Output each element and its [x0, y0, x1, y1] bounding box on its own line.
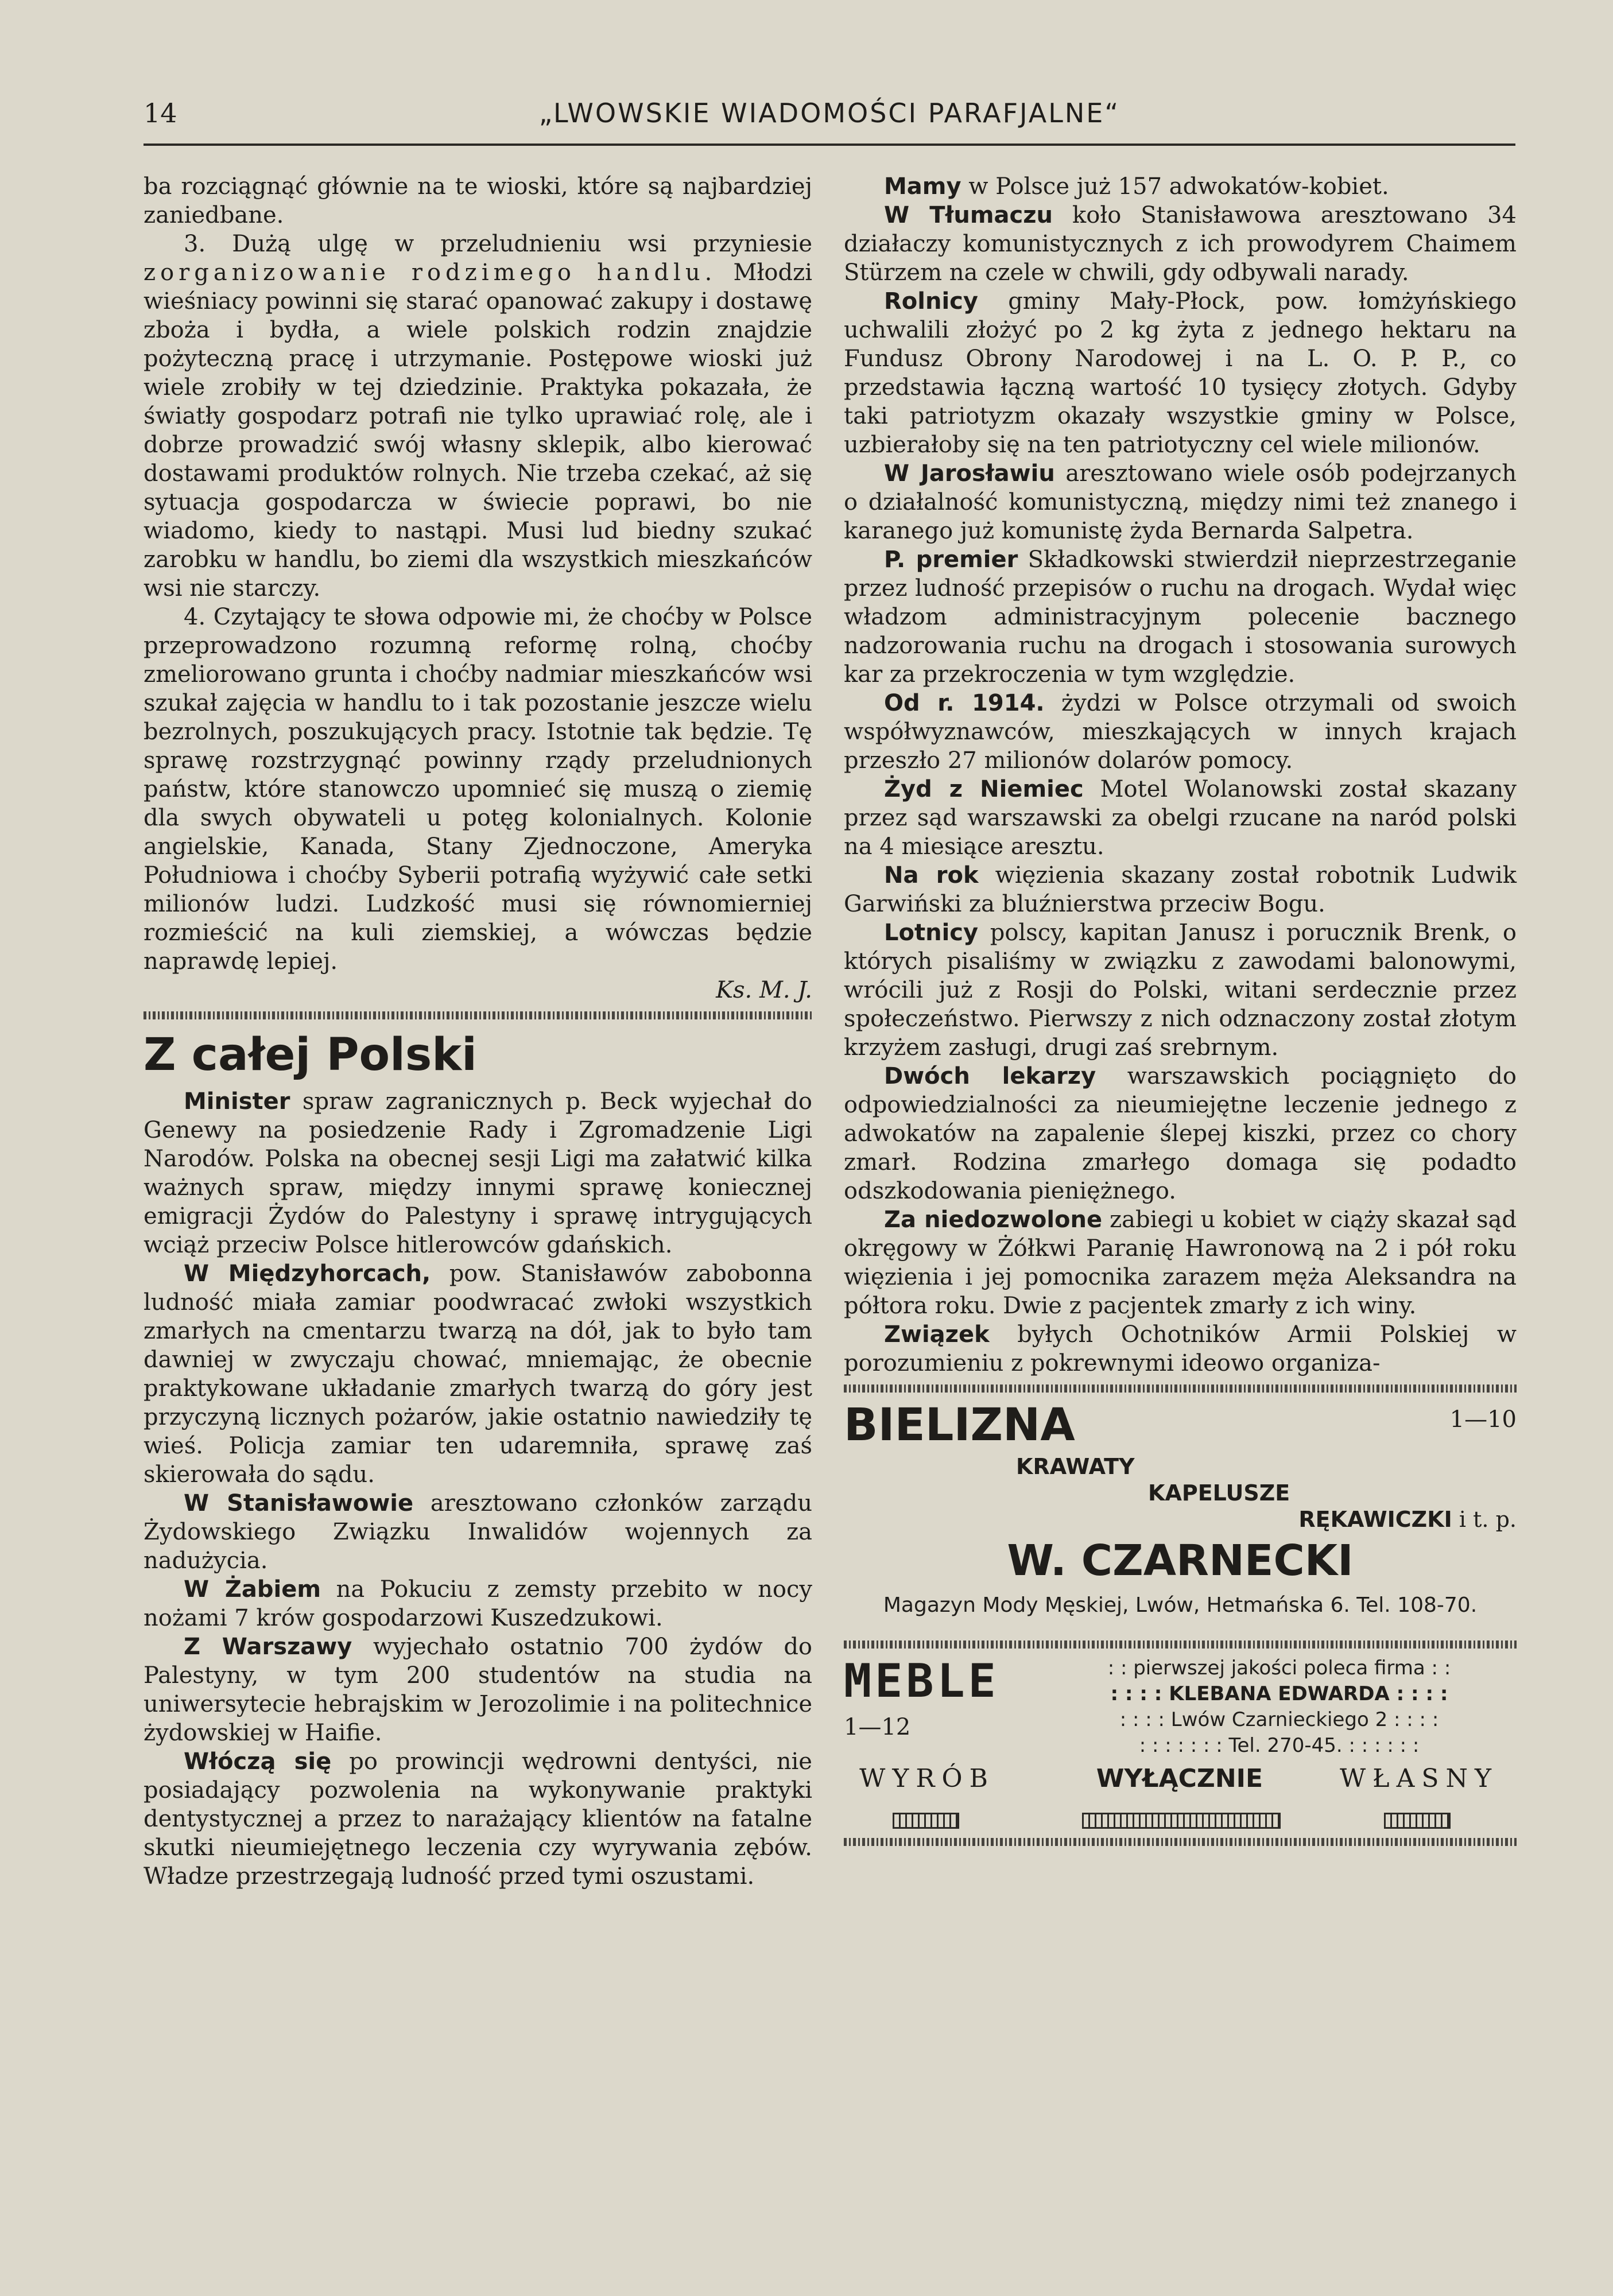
ad-code: 1—12 — [844, 1714, 911, 1740]
news-text: byłych Ochotników Armii Polskiej w porozumieniu z pokrewnymi ideowo organiza- — [844, 1321, 1517, 1376]
paragraph-continuation: ba rozciągnąć głównie na te wioski, które są najbardziej zaniedbane. — [144, 173, 812, 228]
news-item — [844, 201, 1517, 287]
page-number: 14 — [144, 98, 177, 129]
ad-footer-word: WYŁĄCZNIE — [1096, 1764, 1263, 1793]
paragraph-4: 4. Czytający te słowa odpowie mi, że choćby w Polsce przeprowadzono rozumną reformę rolną, choćby zmeliorowano grunta i choćby nadmiar mieszkańców wsi szukał zajęcia w handlu to i tak pozostanie jeszcze wielu bezrolnych, poszukujących pracy. Istotnie tak będzie. Tę sprawę rozstrzygnąć powinny rządy przeludnionych państw, które stanowczo upomnieć się muszą o ziemię dla swych obywateli u potęg kolonialnych. Kolonie angielskie, Kanada, Stany Zjednoczone, Ameryka Południowa i choćby Syberii potrafią wyżywić całe setki milionów ludzi. Ludzkość musi się równomierniej rozmieścić na kuli ziemskiej, a wówczas będzie naprawdę lepiej. — [144, 604, 812, 975]
news-lead: W Żabiem — [184, 1576, 321, 1603]
news-item — [844, 1205, 1517, 1320]
news-lead: Lotnicy — [884, 920, 979, 946]
news-lead: Związek — [884, 1321, 990, 1348]
ornament-box-icon — [1082, 1813, 1281, 1829]
ad-item: KAPELUSZE — [1148, 1480, 1290, 1506]
ad-item-suffix: i t. p. — [1459, 1507, 1517, 1532]
news-text: Składkowski stwierdził nieprzestrzeganie przez ludność przepisów o ruchu na drogach. Wydał więc władzom administracyjnym polecenie bacznego nadzorowania ruchu na drogach i stosowania surowych kar za przekroczenia w tym względzie. — [844, 546, 1517, 688]
news-lead: Od r. 1914. — [884, 690, 1045, 716]
ad-footer-word: WŁASNY — [1339, 1764, 1499, 1793]
ad-ornament-row — [844, 1810, 1517, 1831]
ad-item: KRAWATY — [1016, 1454, 1135, 1479]
news-lead: P. premier — [884, 546, 1018, 573]
news-text: koło Stanisławowa aresztowano 34 działaczy komunistycznych z ich prowodyrem Chaimem Stürzem na czele w chwili, gdy odbywali narady. — [844, 202, 1517, 286]
news-item — [844, 689, 1517, 775]
news-lead: Włóczą się — [184, 1748, 332, 1775]
news-item — [844, 545, 1517, 689]
news-item — [844, 1062, 1517, 1205]
news-text: Motel Wolanowski został skazany przez sąd warszawski za obelgi rzucane na naród polski na 4 miesiące aresztu. — [844, 776, 1517, 860]
news-item — [844, 861, 1517, 918]
news-lead: Z Warszawy — [184, 1634, 352, 1660]
page-header — [144, 92, 1515, 146]
ornament-divider — [844, 1640, 1517, 1649]
ornament-divider — [844, 1384, 1517, 1393]
news-item — [144, 1632, 812, 1747]
ad-line: : : pierwszej jakości poleca firma : : — [1107, 1657, 1451, 1680]
news-lead: Żyd z Niemiec — [884, 776, 1084, 802]
news-text: na Pokuciu z zemsty przebito w nocy nożami 7 krów gospodarzowi Kuszedzukowi. — [144, 1576, 812, 1631]
news-lead: W Międzyhorcach, — [184, 1261, 431, 1287]
paragraph-3-emphasis: zorganizowanie rodzimego handlu. — [144, 259, 717, 286]
news-lead: Minister — [184, 1088, 290, 1115]
publication-title: „LWOWSKIE WIADOMOŚCI PARAFJALNE“ — [538, 98, 1120, 129]
ad-headline: BIELIZNA — [844, 1399, 1075, 1451]
ad-footer-word: WYRÓB — [859, 1764, 995, 1793]
news-text: gminy Mały-Płock, pow. łomżyńskiego uchwalili złożyć po 2 kg żyta z jednego hektaru na Fundusz Obrony Narodowej i na L. O. P. P., co przedstawia łączną wartość 10 tysięcy złotych. Gdyby taki patriotyzm okazały wszystkie gminy w Polsce, uzbierałoby się na ten patriotyczny cel wiele milionów. — [844, 288, 1517, 458]
news-text: zabiegi u kobiet w ciąży skazał sąd okręgowy w Żółkwi Paranię Hawronową na 2 i pół roku więzienia i jej pomocnika zarazem męża Aleksandra na półtora roku. Dwie z pacjentek zmarły z ich winy. — [844, 1207, 1517, 1319]
news-item — [844, 172, 1517, 201]
news-text: polscy, kapitan Janusz i porucznik Brenk, o których pisaliśmy w związku z zawodami balonowymi, wrócili już z Rosji do Polski, witani serdecznie przez społeczeństwo. Pierwszy z nich odznaczony został złotym krzyżem zasługi, drugi zaś srebrnym. — [844, 920, 1517, 1061]
ad-line: : : : : : : : Tel. 270-45. : : : : : : — [1139, 1734, 1420, 1757]
right-column — [844, 172, 1517, 1853]
ad-address: Magazyn Mody Męskiej, Lwów, Hetmańska 6. Tel. 108-70. — [883, 1593, 1478, 1617]
news-text: żydzi w Polsce otrzymali od swoich współwyznawców, mieszkających w innych krajach przeszło 27 milionów dolarów pomocy. — [844, 690, 1517, 774]
news-lead: W Tłumaczu — [884, 202, 1053, 228]
paragraph-3-start: 3. Dużą ulgę w przeludnieniu wsi przyniesie — [184, 231, 812, 257]
advertisement-klebana — [844, 1655, 1517, 1810]
advertisement-czarnecki — [844, 1399, 1517, 1640]
news-item — [844, 459, 1517, 545]
news-text: aresztowano członków zarządu Żydowskiego Związku Inwalidów wojennych za nadużycia. — [144, 1490, 812, 1574]
ad-company-name: W. CZARNECKI — [1007, 1536, 1354, 1585]
ad-details — [1042, 1655, 1517, 1759]
news-lead: Za niedozwolone — [884, 1207, 1103, 1233]
news-text: aresztowano wiele osób podejrzanych o działalność komunistyczną, między nimi też znanego i karanego już komunistę żyda Bernarda Salpetra. — [844, 460, 1517, 544]
news-item — [144, 1489, 812, 1575]
ornament-divider — [844, 1838, 1517, 1846]
section-title: Z całej Polski — [144, 1029, 477, 1081]
ornament-divider — [144, 1011, 812, 1019]
news-lead: Dwóch lekarzy — [884, 1063, 1096, 1089]
news-lead: Mamy — [884, 173, 961, 200]
paragraph-3 — [144, 230, 812, 603]
news-text: w Polsce już 157 adwokatów-kobiet. — [961, 173, 1389, 200]
ornament-box-icon — [1384, 1813, 1451, 1829]
news-lead: W Stanisławowie — [184, 1490, 414, 1517]
left-column — [144, 172, 812, 1891]
ornament-box-icon — [893, 1813, 959, 1829]
news-text: więzienia skazany został robotnik Ludwik Garwiński za bluźnierstwa przeciw Bogu. — [844, 862, 1517, 917]
news-item — [844, 775, 1517, 861]
ad-code: 1—10 — [1449, 1406, 1517, 1433]
news-lead: Rolnicy — [884, 288, 978, 315]
news-item — [844, 287, 1517, 459]
ad-line: : : : : Lwów Czarnieckiego 2 : : : : — [1119, 1708, 1439, 1731]
article-signature: Ks. M. J. — [716, 977, 812, 1003]
news-item — [844, 1320, 1517, 1378]
news-text: spraw zagranicznych p. Beck wyjechał do Genewy na posiedzenie Rady i Zgromadzenie Ligi Narodów. Polska na obecnej sesji Ligi ma załatwić kilka ważnych spraw, między innymi sprawę koniecznej emigracji Żydów do Palestyny i sprawę intrygujących wciąż przeciw Polsce hitlerowców gdańskich. — [144, 1088, 812, 1258]
news-item — [144, 1575, 812, 1632]
news-item — [144, 1087, 812, 1259]
news-lead: W Jarosławiu — [884, 460, 1055, 487]
news-text: wyjechało ostatnio 700 żydów do Palestyny, w tym 200 studentów na studia na uniwersytecie hebrajskim w Jerozolimie i na politechnice żydowskiej w Haifie. — [144, 1634, 813, 1746]
news-item — [144, 1259, 812, 1489]
news-item — [844, 918, 1517, 1062]
news-text: pow. Stanisławów zabobonna ludność miała zamiar poodwracać zwłoki wszystkich zmarłych na cmentarzu twarzą na dół, jak to było tam dawniej w zwyczaju chować, mniemając, że obecnie praktykowane układanie zmarłych twarzą do góry jest przyczyną licznych pożarów, jakie ostatnio nawiedziły tę wieś. Policja zamiar ten udaremniła, sprawę zaś skierowała do sądu. — [144, 1261, 812, 1488]
news-text: warszawskich pociągnięto do odpowiedzialności za nieumiejętne leczenie jednego z adwokatów na zapalenie ślepej kiszki, przez co chory zmarł. Rodzina zmarłego domaga się podadto odszkodowania pieniężnego. — [844, 1063, 1517, 1204]
news-lead: Na rok — [884, 862, 979, 889]
news-text: po prowincji wędrowni dentyści, nie posiadający pozwolenia na wykonywanie praktyki dentystycznej a przez to narażający klientów na fatalne skutki nieumiejętnego leczenia czy wyrywania zębów. Władze przestrzegają ludność przed tymi oszustami. — [144, 1748, 812, 1890]
news-item — [144, 1747, 812, 1891]
ad-item-row — [1298, 1505, 1517, 1534]
ad-item: RĘKAWICZKI — [1298, 1507, 1452, 1532]
ad-headline: MEBLE — [844, 1654, 999, 1708]
paragraph-3-rest: Młodzi wieśniacy powinni się starać opanować zakupy i dostawę zboża i bydła, a wiele polskich rodzin znajdzie pożyteczną pracę i utrzymanie. Postępowe wioski już wiele zrobiły w tej dziedzinie. Praktyka pokazała, że światły gospodarz potrafi nie tylko uprawiać rolę, ale i dobrze prowadzić swój własny sklepik, albo kierować dostawami produktów rolnych. Nie trzeba czekać, aż się sytuacja gospodarcza w świecie poprawi, bo nie wiadomo, kiedy to nastąpi. Musi lud biedny szukać zarobku w handlu, bo ziemi dla wszystkich mieszkańców wsi nie starczy. — [144, 259, 812, 602]
ad-line: : : : : KLEBANA EDWARDA : : : : — [1110, 1682, 1448, 1705]
